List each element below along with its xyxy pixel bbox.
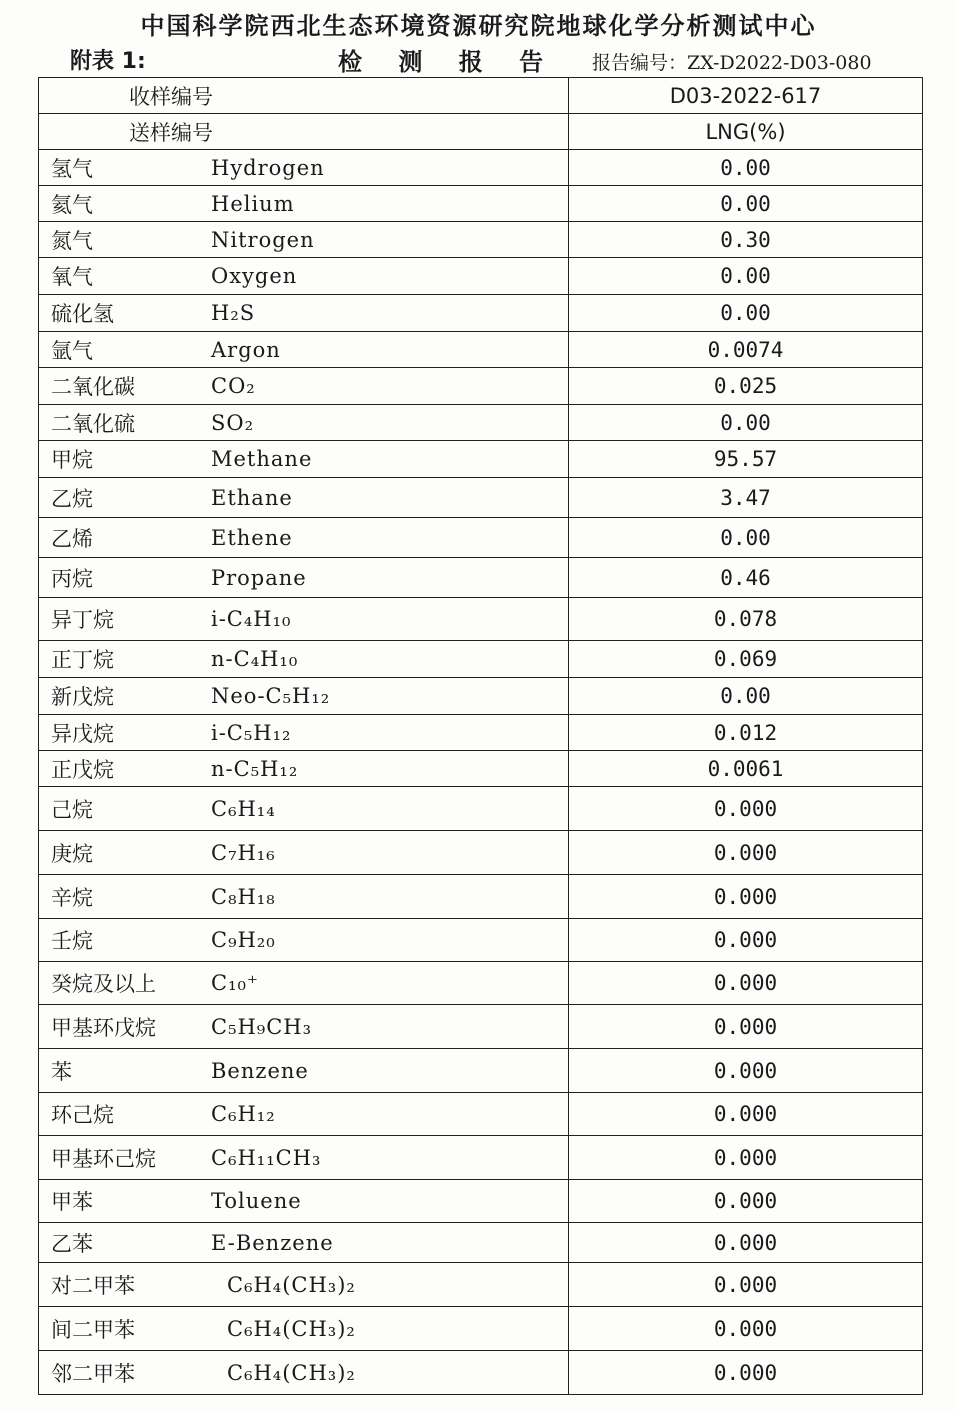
component-row: [39, 1263, 923, 1307]
component-name-cell: [39, 1005, 569, 1049]
component-zh: 硫化氢: [51, 302, 114, 326]
receive-number-row: [39, 78, 923, 114]
receive-number-label: 收样编号: [39, 78, 569, 114]
component-row: [39, 186, 923, 222]
component-name-cell: [39, 478, 569, 518]
component-row: [39, 1093, 923, 1136]
component-value: 0.025: [569, 368, 923, 405]
component-row: [39, 678, 923, 715]
component-value: 0.012: [569, 715, 923, 751]
component-en: Benzene: [211, 1058, 309, 1083]
component-row: [39, 1136, 923, 1180]
component-zh: 乙烯: [51, 526, 93, 551]
component-value: 0.000: [569, 875, 923, 919]
component-row: [39, 405, 923, 441]
component-zh: 正戊烷: [51, 757, 114, 782]
component-zh: 对二甲苯: [51, 1273, 135, 1298]
component-zh: 氧气: [51, 265, 93, 289]
component-en: C₆H₁₂: [211, 1102, 276, 1126]
report-number: 报告编号：ZX-D2022-D03-080: [592, 52, 872, 74]
component-zh: 乙烷: [51, 486, 93, 511]
component-name-cell: [39, 1351, 569, 1395]
send-number-value: LNG(%): [569, 114, 923, 150]
component-en: n-C₅H₁₂: [211, 756, 299, 781]
component-row: [39, 222, 923, 258]
component-value: 0.30: [569, 222, 923, 258]
component-en: n-C₄H₁₀: [211, 647, 299, 671]
component-value: 3.47: [569, 478, 923, 518]
component-en: C₆H₁₄: [211, 796, 276, 821]
component-row: [39, 751, 923, 787]
component-zh: 壬烷: [51, 929, 93, 953]
component-name-cell: [39, 150, 569, 186]
component-zh: 氢气: [51, 156, 93, 181]
component-row: [39, 368, 923, 405]
component-zh: 异丁烷: [51, 608, 114, 632]
component-en: i-C₅H₁₂: [211, 720, 292, 745]
component-value: 0.0061: [569, 751, 923, 787]
component-row: [39, 332, 923, 368]
component-en: CO₂: [211, 374, 256, 398]
component-en: C₆H₁₁CH₃: [211, 1145, 322, 1170]
component-value: 0.078: [569, 598, 923, 641]
component-zh: 二氧化碳: [51, 375, 135, 399]
component-zh: 间二甲苯: [51, 1317, 135, 1342]
component-zh: 辛烷: [51, 885, 93, 910]
component-value: 0.00: [569, 518, 923, 558]
component-name-cell: [39, 1263, 569, 1307]
component-row: [39, 787, 923, 831]
component-name-cell: [39, 875, 569, 919]
component-en: SO₂: [211, 410, 255, 435]
component-name-cell: [39, 1223, 569, 1263]
component-value: 0.000: [569, 1180, 923, 1223]
component-en: Toluene: [211, 1189, 302, 1213]
component-en: C₅H₉CH₃: [211, 1014, 313, 1039]
component-value: 0.46: [569, 558, 923, 598]
component-zh: 异戊烷: [51, 721, 114, 746]
component-name-cell: [39, 1093, 569, 1136]
component-zh: 癸烷及以上: [51, 972, 156, 996]
component-value: 0.000: [569, 1263, 923, 1307]
component-en: C₆H₄(CH₃)₂: [227, 1360, 356, 1385]
component-row: [39, 1049, 923, 1093]
component-en: Ethane: [211, 485, 293, 510]
component-name-cell: [39, 222, 569, 258]
component-name-cell: [39, 715, 569, 751]
component-value: 0.00: [569, 186, 923, 222]
receive-number-value: D03-2022-617: [569, 78, 923, 114]
component-name-cell: [39, 1307, 569, 1351]
component-row: [39, 518, 923, 558]
component-en: E-Benzene: [211, 1230, 334, 1255]
component-zh: 新戊烷: [51, 685, 114, 709]
component-name-cell: [39, 1136, 569, 1180]
component-zh: 氦气: [51, 192, 93, 217]
component-name-cell: [39, 295, 569, 332]
component-row: [39, 1180, 923, 1223]
component-value: 0.00: [569, 150, 923, 186]
component-en: Hydrogen: [211, 155, 325, 180]
component-row: [39, 919, 923, 962]
component-zh: 甲基环己烷: [51, 1146, 156, 1171]
component-row: [39, 875, 923, 919]
component-en: Propane: [211, 565, 307, 590]
component-en: Argon: [211, 337, 281, 362]
component-name-cell: [39, 919, 569, 962]
component-name-cell: [39, 787, 569, 831]
component-name-cell: [39, 441, 569, 478]
component-en: C₁₀⁺: [211, 971, 259, 995]
component-value: 0.000: [569, 962, 923, 1005]
component-zh: 环己烷: [51, 1103, 114, 1127]
send-number-row: [39, 114, 923, 150]
component-zh: 庚烷: [51, 841, 93, 866]
component-value: 0.000: [569, 1093, 923, 1136]
component-zh: 二氧化硫: [51, 411, 135, 436]
component-en: Methane: [211, 447, 313, 471]
component-row: [39, 598, 923, 641]
component-value: 0.000: [569, 919, 923, 962]
component-name-cell: [39, 641, 569, 678]
component-row: [39, 962, 923, 1005]
component-name-cell: [39, 962, 569, 1005]
component-row: [39, 1223, 923, 1263]
component-name-cell: [39, 831, 569, 875]
component-name-cell: [39, 558, 569, 598]
component-en: C₉H₂₀: [211, 928, 276, 952]
component-name-cell: [39, 518, 569, 558]
component-row: [39, 150, 923, 186]
component-value: 0.00: [569, 258, 923, 295]
component-zh: 甲基环戊烷: [51, 1015, 156, 1040]
component-row: [39, 831, 923, 875]
org-title: 中国科学院西北生态环境资源研究院地球化学分析测试中心: [140, 12, 817, 40]
component-name-cell: [39, 751, 569, 787]
component-zh: 氩气: [51, 338, 93, 363]
component-zh: 邻二甲苯: [51, 1361, 135, 1386]
component-en: Oxygen: [211, 264, 298, 288]
component-name-cell: [39, 1180, 569, 1223]
component-row: [39, 258, 923, 295]
component-name-cell: [39, 598, 569, 641]
component-value: 0.0074: [569, 332, 923, 368]
component-zh: 丙烷: [51, 566, 93, 591]
component-en: Ethene: [211, 525, 293, 550]
component-value: 0.000: [569, 831, 923, 875]
subheader: [0, 40, 957, 74]
component-value: 0.000: [569, 1049, 923, 1093]
component-name-cell: [39, 678, 569, 715]
component-name-cell: [39, 258, 569, 295]
component-row: [39, 295, 923, 332]
component-zh: 己烷: [51, 797, 93, 822]
component-en: C₆H₄(CH₃)₂: [227, 1272, 356, 1297]
component-zh: 乙苯: [51, 1231, 93, 1256]
component-name-cell: [39, 405, 569, 441]
component-value: 0.000: [569, 1136, 923, 1180]
component-zh: 甲苯: [51, 1190, 93, 1214]
component-zh: 氮气: [51, 228, 93, 253]
send-number-label: 送样编号: [39, 114, 569, 150]
component-value: 0.000: [569, 1351, 923, 1395]
component-row: [39, 1351, 923, 1395]
component-name-cell: [39, 332, 569, 368]
component-row: [39, 1307, 923, 1351]
component-value: 0.000: [569, 1223, 923, 1263]
component-name-cell: [39, 1049, 569, 1093]
component-row: [39, 441, 923, 478]
component-row: [39, 641, 923, 678]
component-zh: 正丁烷: [51, 648, 114, 672]
component-en: Helium: [211, 191, 295, 216]
component-row: [39, 558, 923, 598]
component-en: i-C₄H₁₀: [211, 607, 292, 631]
component-value: 95.57: [569, 441, 923, 478]
component-row: [39, 478, 923, 518]
component-zh: 苯: [51, 1059, 72, 1084]
component-en: C₈H₁₈: [211, 884, 276, 909]
component-value: 0.000: [569, 787, 923, 831]
component-en: H₂S: [211, 301, 256, 325]
component-name-cell: [39, 368, 569, 405]
report-title: 检 测 报 告: [338, 48, 558, 76]
appendix-label: 附表 1:: [70, 49, 146, 74]
component-value: 0.000: [569, 1307, 923, 1351]
component-en: Nitrogen: [211, 227, 315, 252]
component-value: 0.069: [569, 641, 923, 678]
component-en: C₇H₁₆: [211, 840, 276, 865]
component-value: 0.00: [569, 295, 923, 332]
component-en: Neo-C₅H₁₂: [211, 684, 331, 708]
component-value: 0.00: [569, 405, 923, 441]
component-name-cell: [39, 186, 569, 222]
component-value: 0.00: [569, 678, 923, 715]
results-table: [38, 77, 923, 1395]
component-row: [39, 1005, 923, 1049]
component-row: [39, 715, 923, 751]
component-value: 0.000: [569, 1005, 923, 1049]
component-zh: 甲烷: [51, 448, 93, 472]
component-en: C₆H₄(CH₃)₂: [227, 1316, 356, 1341]
